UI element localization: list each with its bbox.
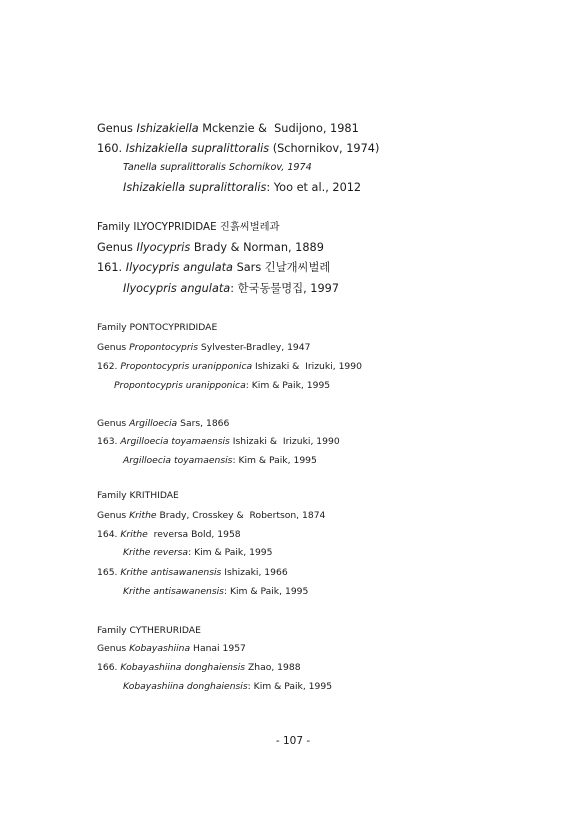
synonym-name: Ishizakiella supralittoralis (123, 181, 267, 194)
synonym-line (123, 163, 312, 173)
line-text: Sars 긴날개씨벌레 (232, 261, 331, 274)
line-text: Genus (97, 418, 130, 429)
synonym-name: Tanella supralittoralis Schornikov, 1974 (123, 162, 312, 173)
line-text: Sylvester-Bradley, 1947 (198, 342, 311, 353)
line-text: Brady & Norman, 1889 (190, 241, 324, 254)
line-text: : Kim & Paik, 1995 (247, 681, 333, 692)
species-name: Ilyocypris angulata (125, 261, 233, 274)
genus-name: Propontocypris (129, 342, 198, 353)
line-text: 162. (97, 361, 121, 372)
family-line (97, 323, 217, 332)
family-name: Family KRITHIDAE (97, 490, 179, 501)
line-text: Genus (97, 342, 130, 353)
genus-name: Kobayashiina (129, 643, 191, 654)
synonym-name: Krithe reversa (123, 547, 189, 558)
synonym-line (123, 182, 361, 193)
synonym-line (123, 548, 272, 557)
line-text: : Kim & Paik, 1995 (223, 586, 309, 597)
synonym-line (114, 381, 330, 390)
genus-line (97, 242, 324, 253)
line-text: Brady, Crosskey & Robertson, 1874 (156, 510, 326, 521)
genus-name: Ishizakiella (136, 122, 199, 135)
species-name: Ishizakiella supralittoralis (125, 142, 270, 155)
genus-line (97, 644, 246, 653)
line-text: Mckenzie & Sudijono, 1981 (198, 122, 359, 135)
line-text: 163. (97, 436, 121, 447)
species-line (97, 568, 288, 577)
line-text: Ishizaki & Irizuki, 1990 (229, 436, 340, 447)
line-text: Zhao, 1988 (245, 662, 301, 673)
species-line (97, 143, 379, 154)
synonym-name: Krithe antisawanensis (123, 586, 224, 597)
line-text: 166. (97, 662, 121, 673)
line-text: Genus (97, 122, 137, 135)
family-line (97, 626, 201, 635)
line-text: : Yoo et al., 2012 (266, 181, 362, 194)
line-text: : 한국동물명집, 1997 (230, 282, 340, 295)
line-text: : Kim & Paik, 1995 (245, 380, 331, 391)
synonym-name: Argilloecia toyamaensis (123, 455, 233, 466)
species-name: Kobayashiina donghaiensis (120, 662, 246, 673)
species-name: Krithe (120, 529, 148, 540)
genus-line (97, 123, 359, 134)
line-text: Sars, 1866 (177, 418, 230, 429)
species-name: Propontocypris uranipponica (120, 361, 253, 372)
line-text: reversa Bold, 1958 (147, 529, 241, 540)
line-text: 161. (97, 261, 126, 274)
synonym-line (123, 587, 308, 596)
species-name: Argilloecia toyamaensis (120, 436, 230, 447)
species-line (97, 362, 362, 371)
genus-name: Ilyocypris (136, 241, 191, 254)
species-name: Krithe antisawanensis (120, 567, 222, 578)
line-text: 160. (97, 142, 126, 155)
line-text: Genus (97, 643, 130, 654)
line-text: : Kim & Paik, 1995 (232, 455, 317, 466)
family-name: Family CYTHERURIDAE (97, 625, 201, 636)
synonym-line (123, 283, 339, 294)
line-text: Hanai 1957 (190, 643, 246, 654)
genus-line (97, 419, 229, 428)
line-text: Ishizaki & Irizuki, 1990 (252, 361, 362, 372)
genus-line (97, 511, 325, 520)
synonym-name: Kobayashiina donghaiensis (123, 681, 248, 692)
line-text: Ishizaki, 1966 (221, 567, 288, 578)
line-text: Genus (97, 241, 137, 254)
line-text: 165. (97, 567, 121, 578)
species-line (97, 663, 301, 672)
synonym-line (123, 456, 317, 465)
line-text: : Kim & Paik, 1995 (188, 547, 273, 558)
line-text: (Schornikov, 1974) (269, 142, 380, 155)
synonym-name: Propontocypris uranipponica (114, 380, 246, 391)
family-name: Family PONTOCYPRIDIDAE (97, 322, 218, 333)
family-line (97, 491, 179, 500)
family-line (97, 222, 280, 232)
genus-name: Krithe (129, 510, 157, 521)
page-number: - 107 - (275, 735, 311, 747)
line-text: Genus (97, 510, 130, 521)
family-name: Family ILYOCYPRIDIDAE 진흙씨벌레과 (97, 221, 280, 233)
genus-name: Argilloecia (129, 418, 178, 429)
genus-line (97, 343, 310, 352)
synonym-name: Ilyocypris angulata (123, 282, 231, 295)
species-line (97, 262, 330, 273)
species-line (97, 437, 340, 446)
line-text: 164. (97, 529, 121, 540)
synonym-line (123, 682, 332, 691)
species-line (97, 530, 241, 539)
